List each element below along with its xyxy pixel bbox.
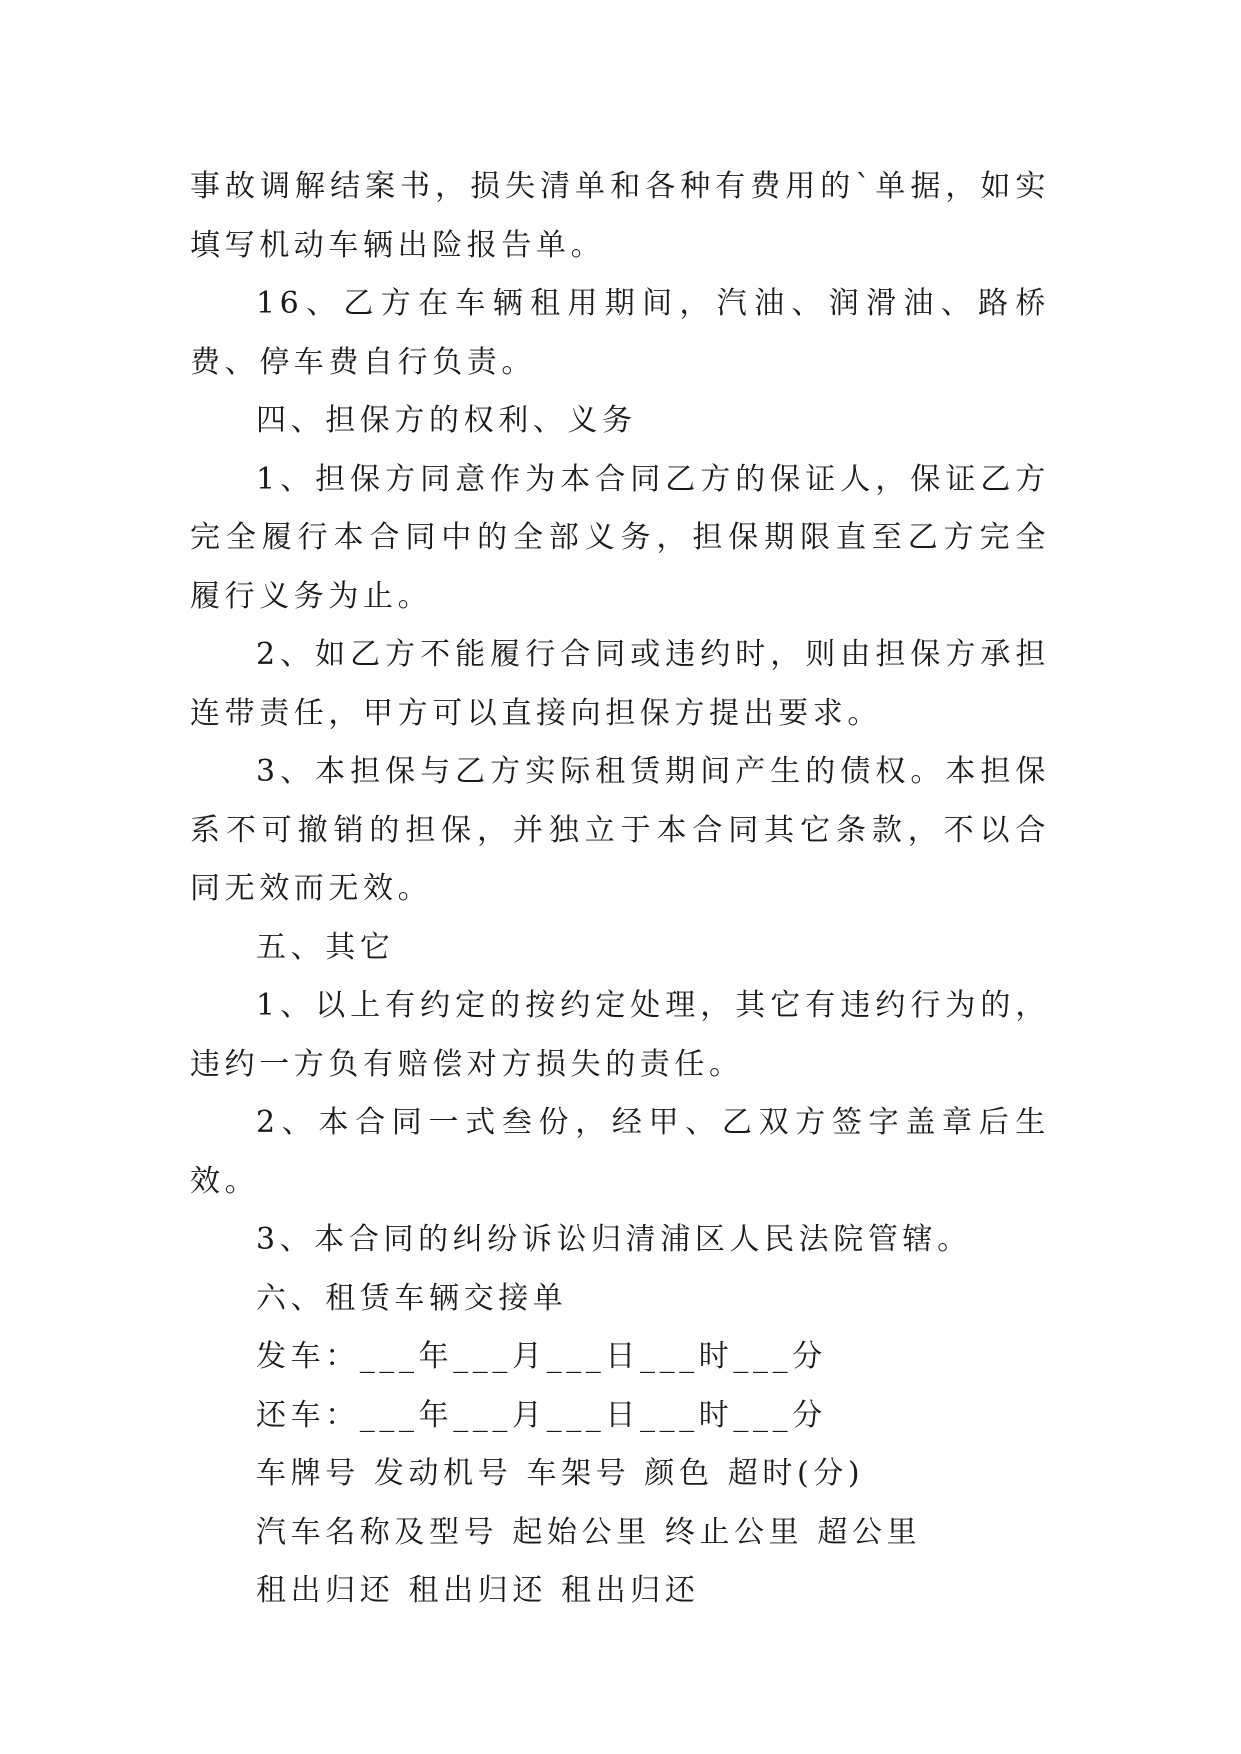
- section-heading-handover: 六、租赁车辆交接单: [256, 1280, 568, 1316]
- clause-guarantor-1: 1、担保方同意作为本合同乙方的保证人，保证乙方完全履行本合同中的全部义务，担保期限直至乙方完全履行义务为止。: [190, 461, 1050, 614]
- handover-fields-mileage: 汽车名称及型号 起始公里 终止公里 超公里: [256, 1514, 922, 1550]
- document-page: [190, 158, 1050, 1621]
- handover-fields-vehicle: 车牌号 发动机号 车架号 颜色 超时(分): [256, 1456, 865, 1491]
- clause-16-fuel-fees: 16、乙方在车辆租用期间，汽油、润滑油、路桥费、停车费自行负责。: [190, 286, 1050, 380]
- clause-other-3: 3、本合同的纠纷诉讼归清浦区人民法院管辖。: [256, 1222, 972, 1257]
- clause-guarantor-3: 3、本担保与乙方实际租赁期间产生的债权。本担保系不可撤销的担保，并独立于本合同其它条款，不以合同无效而无效。: [190, 754, 1050, 906]
- clause-other-1: 1、以上有约定的按约定处理，其它有违约行为的，违约一方负有赔偿对方损失的责任。: [190, 988, 1050, 1082]
- section-heading-guarantor: 四、担保方的权利、义务: [256, 403, 637, 438]
- handover-fields-rent-return: 租出归还 租出归还 租出归还: [256, 1573, 700, 1608]
- handover-dispatch-line: 发车：___年___月___日___时___分: [256, 1339, 827, 1374]
- section-heading-other: 五、其它: [256, 929, 395, 965]
- handover-return-line: 还车：___年___月___日___时___分: [256, 1397, 827, 1433]
- clause-other-2: 2、本合同一式叁份，经甲、乙双方签字盖章后生效。: [190, 1105, 1050, 1199]
- paragraph-accident-report: 事故调解结案书，损失清单和各种有费用的`单据，如实填写机动车辆出险报告单。: [190, 169, 1050, 263]
- clause-guarantor-2: 2、如乙方不能履行合同或违约时，则由担保方承担连带责任，甲方可以直接向担保方提出要求。: [190, 637, 1050, 731]
